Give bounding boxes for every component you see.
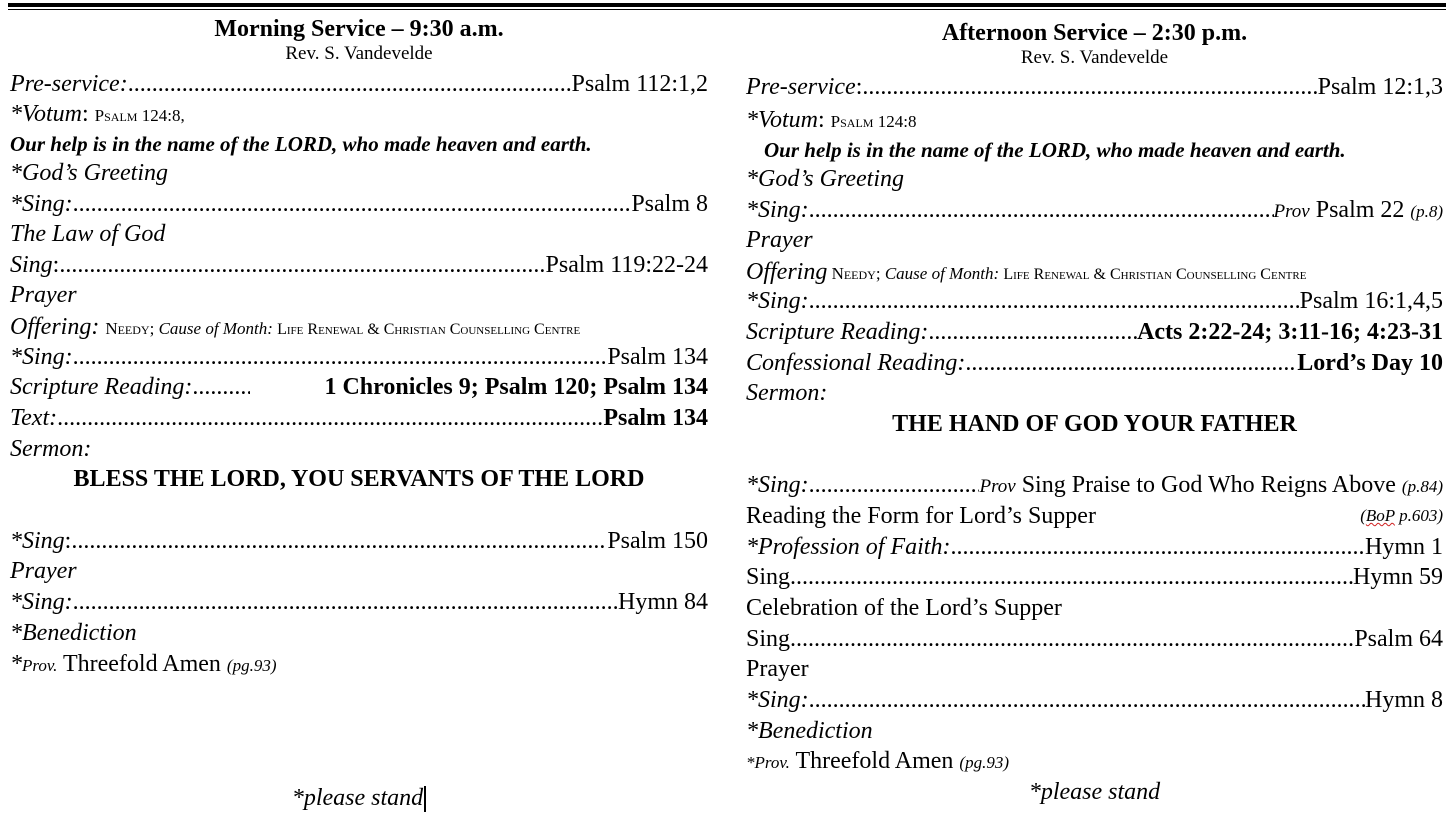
top-rule bbox=[8, 3, 1446, 7]
morning-offering: Offering: Needy; Cause of Month: Life Renewal & Christian Counselling Centre bbox=[10, 314, 581, 340]
morning-law: The Law of God bbox=[10, 221, 166, 247]
afternoon-celebration: Celebration of the Lord’s Supper bbox=[746, 595, 1062, 621]
morning-sing-4: *Sing: ..... Psalm 150 bbox=[10, 526, 708, 556]
morning-prayer-2: Prayer bbox=[10, 558, 77, 584]
afternoon-sing-2: *Sing: ..... Psalm 16:1,4,5 bbox=[746, 286, 1443, 316]
morning-sing-1: *Sing: ..... Psalm 8 bbox=[10, 189, 708, 219]
morning-sing-3: *Sing: ..... Psalm 134 bbox=[10, 342, 708, 372]
morning-greeting: *God’s Greeting bbox=[10, 160, 168, 186]
afternoon-offering: Offering Needy; Cause of Month: Life Renewal & Christian Counselling Centre bbox=[746, 259, 1307, 285]
morning-amen: *Prov. Threefold Amen (pg.93) bbox=[10, 651, 277, 677]
afternoon-please-stand: *please stand bbox=[1028, 779, 1161, 805]
afternoon-prayer-2: Prayer bbox=[746, 656, 809, 682]
afternoon-form-reading: Reading the Form for Lord’s Supper (BoP p.603) bbox=[746, 503, 1443, 529]
top-rule-thin bbox=[8, 9, 1446, 10]
morning-text: Text: ..... Psalm 134 bbox=[10, 403, 708, 433]
afternoon-sing-1: *Sing: ..... Prov Psalm 22 (p.8) bbox=[746, 195, 1443, 225]
afternoon-votum-text: Our help is in the name of the LORD, who made heaven and earth. bbox=[764, 138, 1346, 162]
afternoon-benediction: *Benediction bbox=[746, 718, 873, 744]
morning-sing-2: Sing: ..... Psalm 119:22-24 bbox=[10, 250, 708, 280]
morning-votum: *Votum: Psalm 124:8, bbox=[10, 101, 185, 127]
morning-title: Morning Service – 9:30 a.m. bbox=[214, 16, 504, 42]
afternoon-amen: *Prov. Threefold Amen (pg.93) bbox=[746, 748, 1009, 774]
morning-sermon-label: Sermon: bbox=[10, 436, 92, 462]
morning-scripture: Scripture Reading: ..... 1 Chronicles 9; Psalm 120; Psalm 134 bbox=[10, 372, 708, 402]
morning-prayer-1: Prayer bbox=[10, 282, 77, 308]
afternoon-sing-6: *Sing: ..... Hymn 8 bbox=[746, 685, 1443, 715]
afternoon-scripture: Scripture Reading: ..... Acts 2:22-24; 3:11-16; 4:23-31 bbox=[746, 317, 1443, 347]
afternoon-preservice: Pre-service: ..... Psalm 12:1,3 bbox=[746, 72, 1443, 102]
morning-sing-5: *Sing: ..... Hymn 84 bbox=[10, 587, 708, 617]
morning-please-stand: *please stand bbox=[10, 783, 708, 813]
afternoon-profession: *Profession of Faith: ..... Hymn 1 bbox=[746, 532, 1443, 562]
afternoon-sermon-label: Sermon: bbox=[746, 380, 828, 406]
afternoon-prayer-1: Prayer bbox=[746, 227, 813, 253]
afternoon-sermon-title: THE HAND OF GOD YOUR FATHER bbox=[892, 411, 1297, 437]
text-cursor bbox=[424, 786, 426, 812]
afternoon-minister: Rev. S. Vandevelde bbox=[1020, 47, 1169, 68]
afternoon-title: Afternoon Service – 2:30 p.m. bbox=[941, 20, 1248, 46]
afternoon-votum: *Votum: Psalm 124:8 bbox=[746, 107, 917, 133]
afternoon-sing-5: Sing ..... Psalm 64 bbox=[746, 624, 1443, 654]
morning-minister: Rev. S. Vandevelde bbox=[285, 43, 433, 64]
morning-sermon-title: BLESS THE LORD, YOU SERVANTS OF THE LORD bbox=[73, 466, 645, 492]
afternoon-confessional: Confessional Reading: ..... Lord’s Day 10 bbox=[746, 348, 1443, 378]
afternoon-sing-4: Sing ..... Hymn 59 bbox=[746, 562, 1443, 592]
morning-preservice: Pre-service: ..... Psalm 112:1,2 bbox=[10, 69, 708, 99]
morning-benediction: *Benediction bbox=[10, 620, 137, 646]
morning-votum-text: Our help is in the name of the LORD, who made heaven and earth. bbox=[10, 132, 592, 156]
afternoon-greeting: *God’s Greeting bbox=[746, 166, 904, 192]
afternoon-sing-3: *Sing: ..... Prov Sing Praise to God Who Reigns Above (p.84) bbox=[746, 470, 1443, 500]
